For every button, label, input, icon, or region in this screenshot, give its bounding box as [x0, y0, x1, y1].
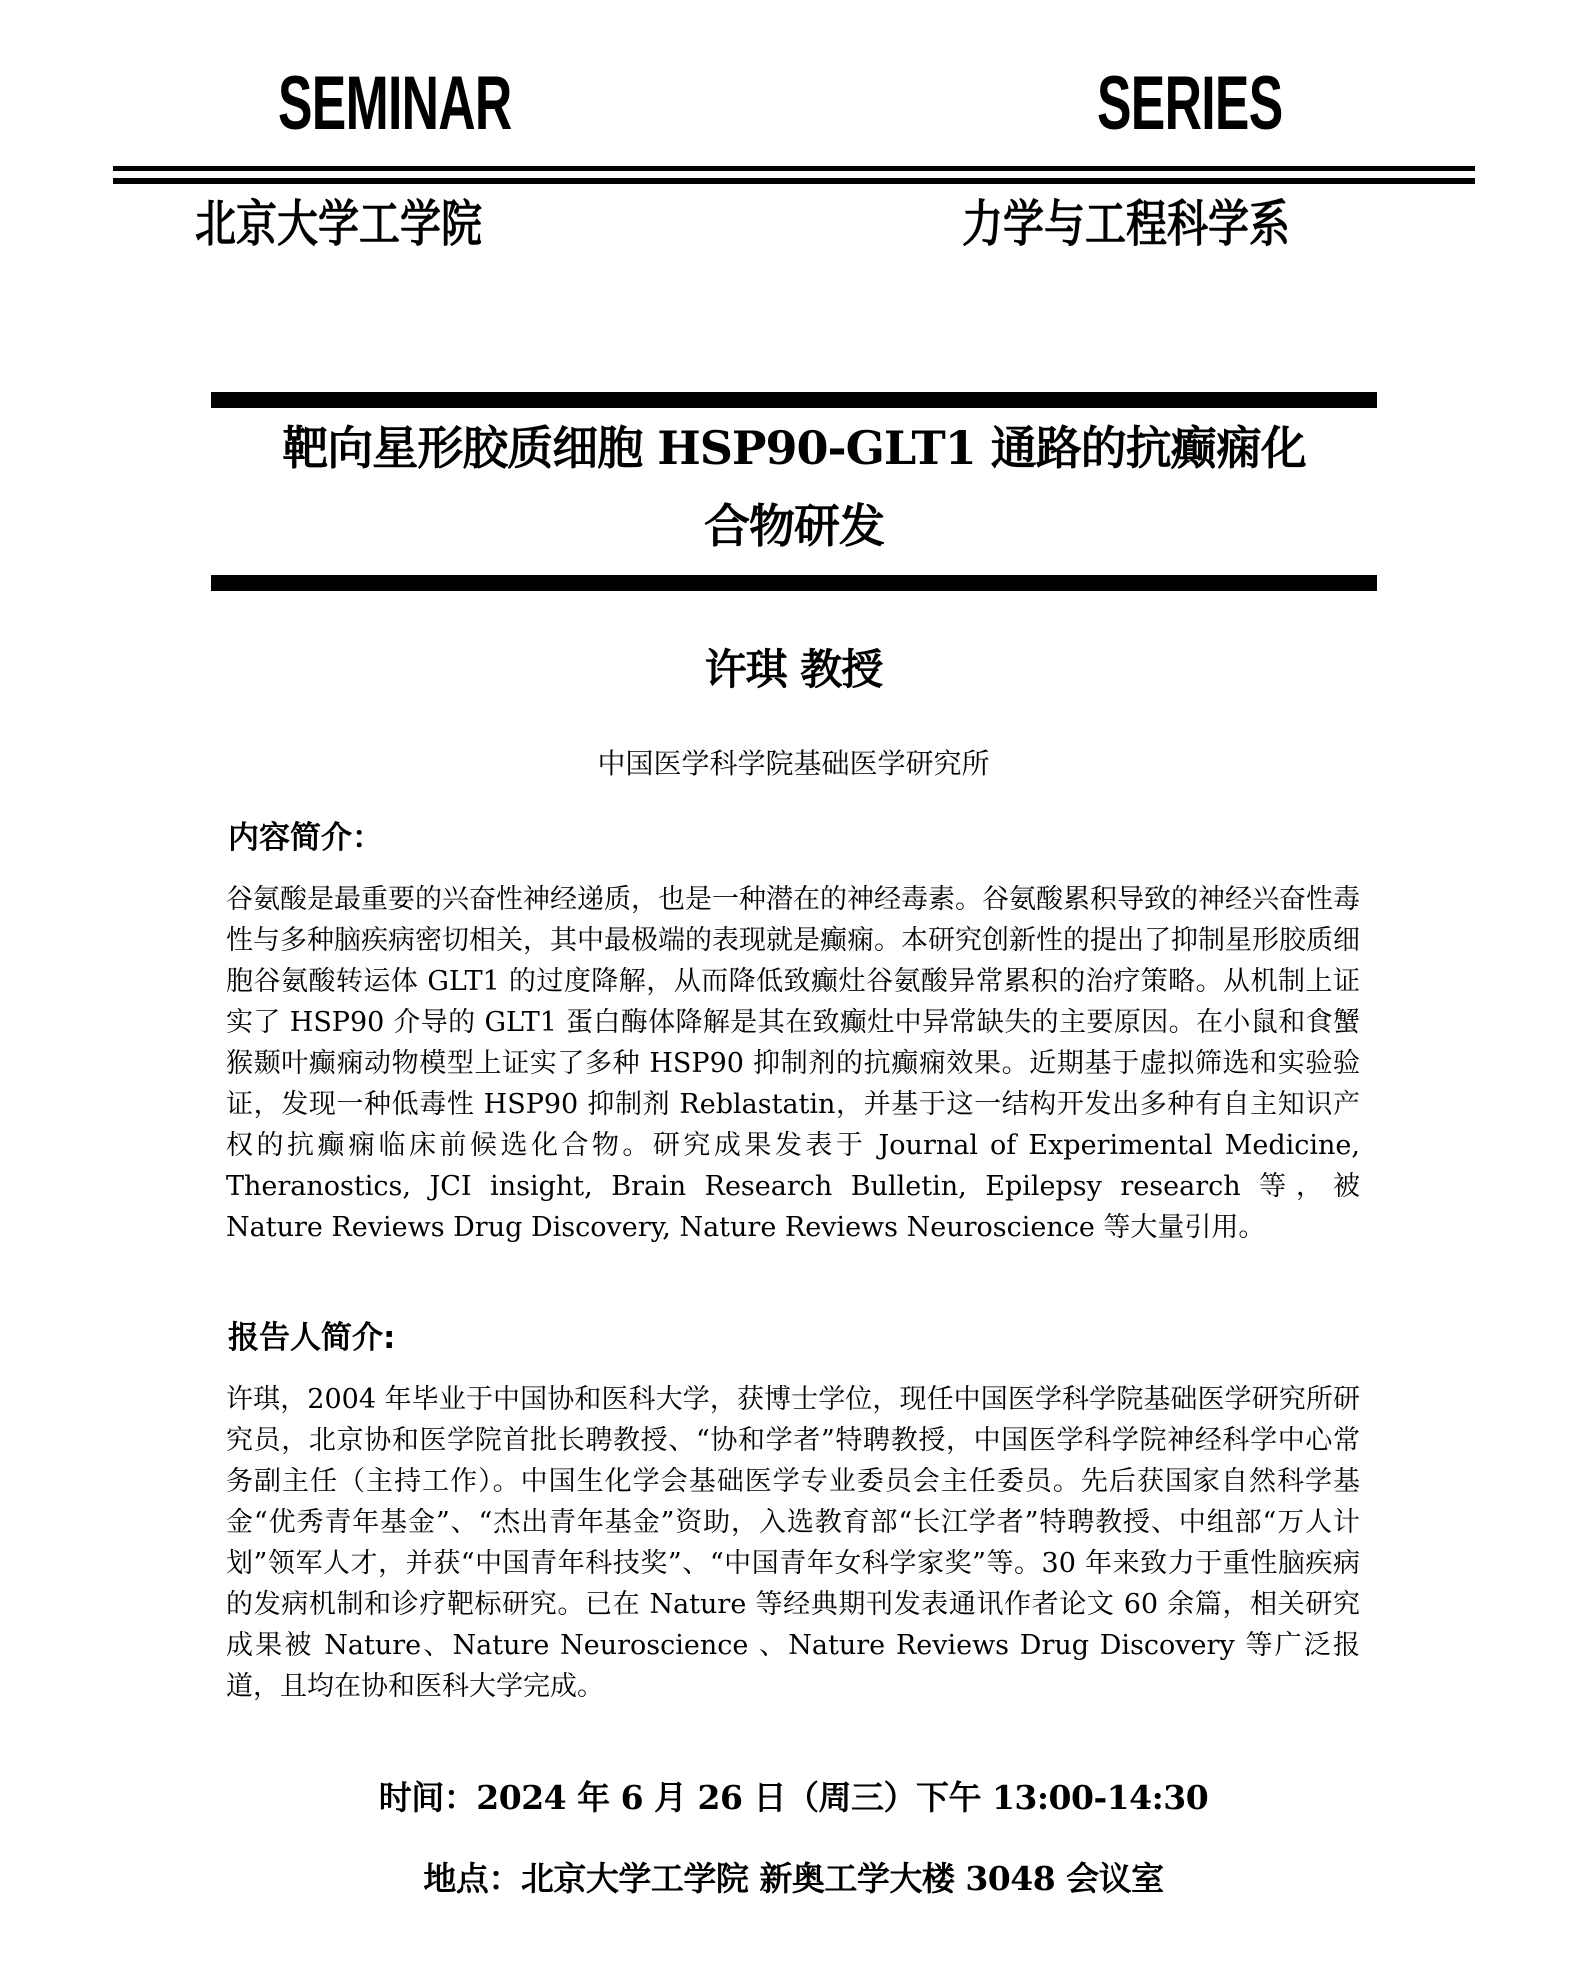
abstract-paragraph: 谷氨酸是最重要的兴奋性神经递质，也是一种潜在的神经毒素。谷氨酸累积导致的神经兴奋性毒性与多种脑疾病密切相关，其中最极端的表现就是癫痫。本研究创新性的提出了抑制星形胶质细胞谷氨酸转运体 GLT1 的过度降解，从而降低致癫灶谷氨酸异常累积的治疗策略。从机制上证实了 HSP90 介导的 GLT1 蛋白酶体降解是其在致癫灶中异常缺失的主要原因。在小鼠和食蟹猴颞叶癫痫动物模型上证实了多种 HSP90 抑制剂的抗癫痫效果。近期基于虚拟筛选和实验验证，发现一种低毒性 HSP90 抑制剂 Reblastatin，并基于这一结构开发出多种有自主知识产权的抗癫痫临床前候选化合物。研究成果发表于 Journal of Experimental Medicine, Theranostics, JCI insight, Brain Research Bulletin, Epilepsy research 等，被 Nature Reviews Drug Discovery, Nature Reviews Neuroscience 等大量引用。	[226, 884, 1360, 1243]
title-bar-bottom	[211, 575, 1377, 591]
event-location: 地点：北京大学工学院 新奥工学大楼 3048 会议室	[423, 1859, 1164, 1898]
talk-title-line-1: 靶向星形胶质细胞 HSP90-GLT1 通路的抗癫痫化	[282, 421, 1306, 475]
header-divider-bottom	[113, 178, 1475, 184]
header-series-word: SERIES	[1097, 61, 1283, 146]
abstract-heading: 内容简介：	[228, 820, 383, 856]
title-bar-top	[211, 392, 1377, 408]
event-time: 时间：2024 年 6 月 26 日（周三）下午 13:00-14:30	[378, 1778, 1209, 1817]
speaker-affiliation: 中国医学科学院基础医学研究所	[597, 747, 990, 780]
speaker-name: 许琪 教授	[704, 645, 883, 694]
header-seminar-word: SEMINAR	[278, 61, 512, 146]
bio-heading: 报告人简介:	[228, 1320, 396, 1356]
bio-paragraph: 许琪，2004 年毕业于中国协和医科大学，获博士学位，现任中国医学科学院基础医学研究所研究员，北京协和医学院首批长聘教授、“协和学者”特聘教授，中国医学科学院神经科学中心常务副主任（主持工作）。中国生化学会基础医学专业委员会主任委员。先后获国家自然科学基金“优秀青年基金”、“杰出青年基金”资助，入选教育部“长江学者”特聘教授、中组部“万人计划”领军人才，并获“中国青年科技奖”、“中国青年女科学家奖”等。30 年来致力于重性脑疾病的发病机制和诊疗靶标研究。已在 Nature 等经典期刊发表通讯作者论文 60 余篇，相关研究成果被 Nature、Nature Neuroscience 、Nature Reviews Drug Discovery 等广泛报道，且均在协和医科大学完成。	[226, 1384, 1360, 1702]
talk-title-line-2: 合物研发	[704, 499, 884, 553]
header-department: 力学与工程科学系	[962, 195, 1290, 253]
header-college: 北京大学工学院	[195, 195, 482, 253]
header-divider-top	[113, 166, 1475, 171]
